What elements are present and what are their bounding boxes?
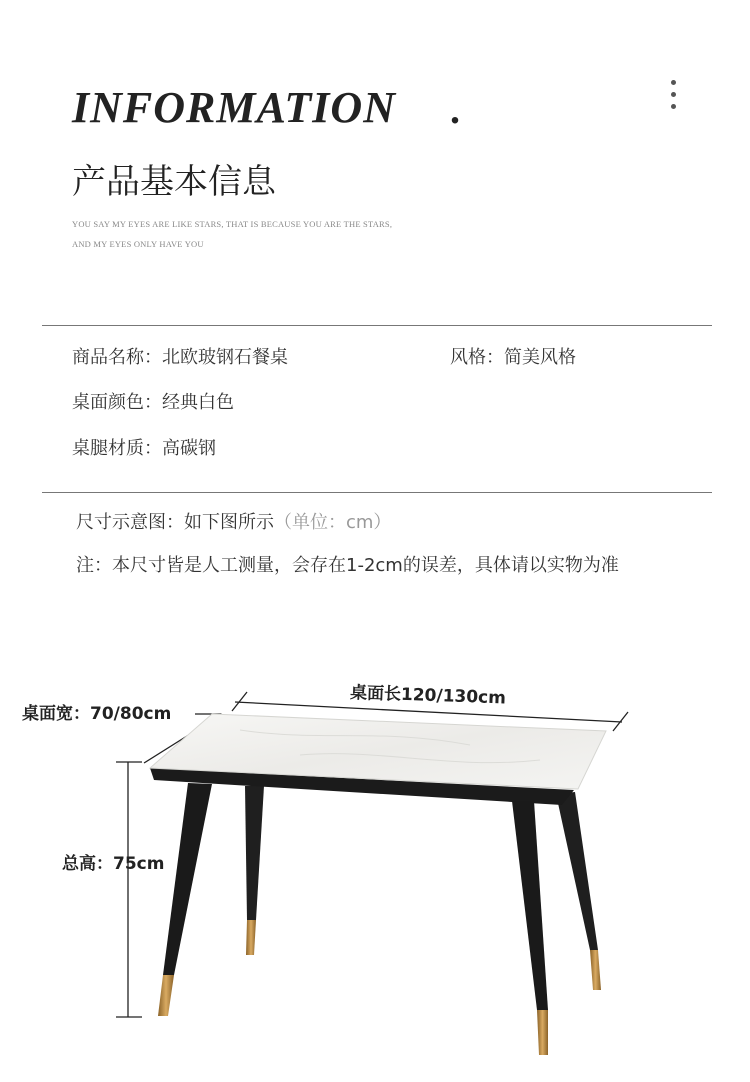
title-dot: . (450, 87, 460, 132)
spec-leg-material: 桌腿材质：高碳钢 (72, 438, 216, 459)
measurement-disclaimer: 注：本尺寸皆是人工测量，会存在1-2cm的误差，具体请以实物为准 (76, 555, 619, 576)
back-legs (245, 786, 601, 990)
tagline-line-1: YOU SAY MY EYES ARE LIKE STARS, THAT IS BECAUSE YOU ARE THE STARS, (72, 219, 393, 229)
length-label: 桌面长120/130cm (349, 683, 507, 709)
front-legs (158, 783, 548, 1055)
title-english: INFORMATION (72, 83, 396, 132)
spec-product-name: 商品名称：北欧玻钢石餐桌 (72, 347, 288, 368)
spec-style: 风格：简美风格 (450, 347, 576, 368)
tagline-line-2: AND MY EYES ONLY HAVE YOU (72, 239, 204, 249)
width-label: 桌面宽：70/80cm (22, 704, 172, 724)
dimension-unit: （单位：cm） (274, 512, 392, 533)
dimension-label: 尺寸示意图：如下图所示 (76, 512, 274, 533)
length-tick-left (232, 692, 247, 711)
height-label: 总高：75cm (62, 854, 165, 874)
spec-top-color: 桌面颜色：经典白色 (72, 392, 234, 413)
title-chinese: 产品基本信息 (72, 162, 276, 202)
